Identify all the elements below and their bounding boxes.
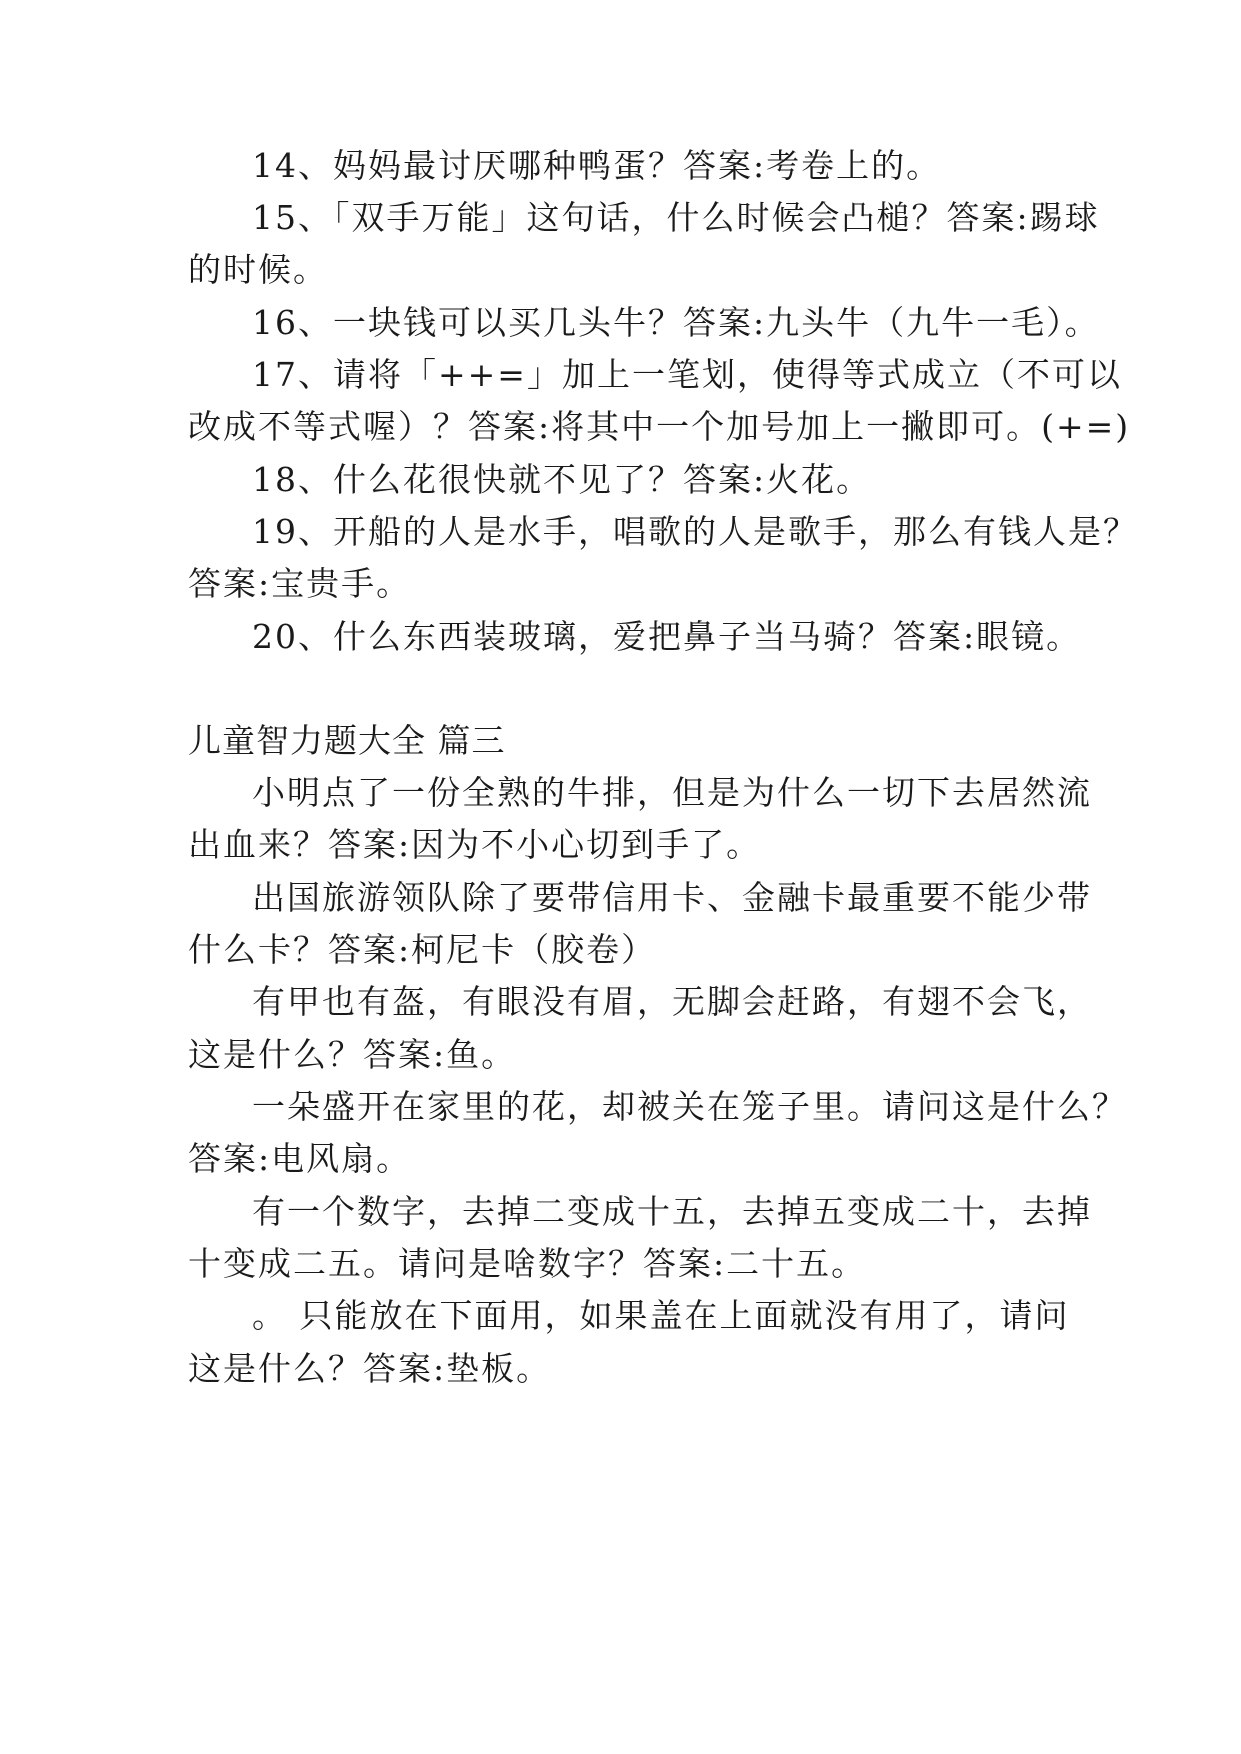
- riddle-19-line-1: 19、开船的人是水手，唱歌的人是歌手，那么有钱人是？: [252, 512, 1138, 551]
- riddle-16: 16、一块钱可以买几头牛？答案:九头牛（九牛一毛）。: [252, 303, 1100, 342]
- riddle-card-line-1: 出国旅游领队除了要带信用卡、金融卡最重要不能少带: [252, 878, 1092, 917]
- riddle-pad-line-1: 。 只能放在下面用，如果盖在上面就没有用了，请问: [252, 1296, 1070, 1335]
- riddle-steak-line-1: 小明点了一份全熟的牛排，但是为什么一切下去居然流: [252, 773, 1092, 812]
- riddle-number-line-2: 十变成二五。请问是啥数字？答案:二十五。: [188, 1244, 867, 1283]
- riddle-fish-line-1: 有甲也有盔，有眼没有眉，无脚会赶路，有翅不会飞，: [252, 982, 1092, 1021]
- riddle-fish-line-2: 这是什么？答案:鱼。: [188, 1035, 517, 1074]
- riddle-15-line-2: 的时候。: [188, 250, 328, 289]
- riddle-19-line-2: 答案:宝贵手。: [188, 564, 412, 603]
- riddle-card-line-2: 什么卡？答案:柯尼卡（胶卷）: [188, 930, 657, 969]
- riddle-17-line-1: 17、请将「++=」加上一笔划，使得等式成立（不可以: [252, 355, 1122, 394]
- riddle-fan-line-2: 答案:电风扇。: [188, 1139, 412, 1178]
- section-heading: 儿童智力题大全 篇三: [188, 721, 506, 760]
- riddle-fan-line-1: 一朵盛开在家里的花，却被关在笼子里。请问这是什么？: [252, 1087, 1127, 1126]
- riddle-15-line-1: 15、「双手万能」这句话，什么时候会凸槌？答案:踢球: [252, 198, 1100, 237]
- riddle-number-line-1: 有一个数字，去掉二变成十五，去掉五变成二十，去掉: [252, 1192, 1092, 1231]
- riddle-pad-line-2: 这是什么？答案:垫板。: [188, 1349, 552, 1388]
- riddle-18: 18、什么花很快就不见了？答案:火花。: [252, 460, 872, 499]
- riddle-14: 14、妈妈最讨厌哪种鸭蛋？答案:考卷上的。: [252, 146, 942, 185]
- riddle-steak-line-2: 出血来？答案:因为不小心切到手了。: [188, 825, 762, 864]
- riddle-20: 20、什么东西装玻璃，爱把鼻子当马骑？答案:眼镜。: [252, 617, 1082, 656]
- riddle-17-line-2: 改成不等式喔）？答案:将其中一个加号加上一撇即可。(+=): [188, 407, 1131, 446]
